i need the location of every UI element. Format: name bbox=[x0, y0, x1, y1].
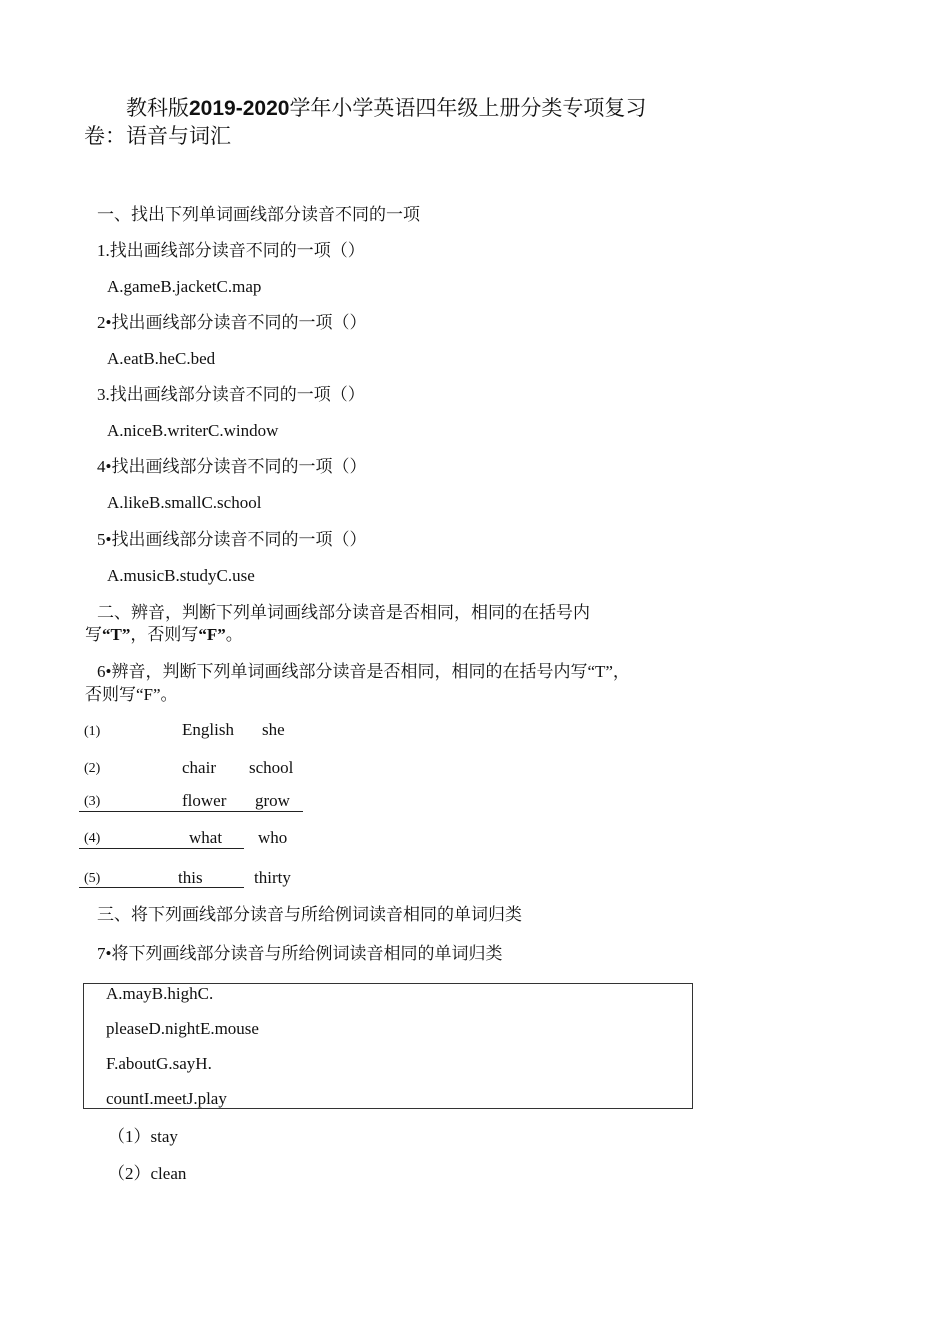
pair-number: (5) bbox=[84, 871, 101, 886]
pair-number: (3) bbox=[84, 794, 101, 809]
heading-true-mark: “T” bbox=[102, 625, 131, 644]
question-options: A.likeB.smallC.school bbox=[107, 493, 262, 512]
answer-underline bbox=[79, 848, 244, 849]
pair-word2: school bbox=[249, 758, 294, 777]
title-suffix: 学年小学英语四年级上册分类专项复习 bbox=[289, 96, 647, 120]
document-title-line2: 卷：语音与词汇 bbox=[84, 124, 231, 148]
heading-false-mark: “F” bbox=[198, 625, 226, 644]
pair-number: (2) bbox=[84, 761, 101, 776]
question-prompt: 4•找出画线部分读音不同的一项（） bbox=[97, 457, 367, 476]
word-bank-line: F.aboutG.sayH. bbox=[106, 1054, 212, 1073]
section2-heading-line2 bbox=[85, 624, 243, 646]
answer-underline bbox=[79, 811, 303, 812]
document-title-line1 bbox=[126, 95, 646, 122]
question-prompt: 1.找出画线部分读音不同的一项（） bbox=[97, 241, 365, 260]
pair-number: (1) bbox=[84, 724, 101, 739]
question6-line2: 否则写“F”。 bbox=[85, 685, 178, 704]
word-bank-line: countI.meetJ.play bbox=[106, 1089, 227, 1108]
word-bank-line: pleaseD.nightE.mouse bbox=[106, 1019, 259, 1038]
heading-text: 写 bbox=[85, 625, 102, 644]
question6-line1: 6•辨音，判断下列单词画线部分读音是否相同，相同的在括号内写“T”， bbox=[97, 662, 630, 681]
answer-underline bbox=[79, 887, 244, 888]
answer-category: （1）stay bbox=[108, 1127, 178, 1146]
pair-number: (4) bbox=[84, 831, 101, 846]
pair-word2: thirty bbox=[254, 868, 291, 887]
question-options: A.eatB.heC.bed bbox=[107, 349, 216, 368]
question-options: A.musicB.studyC.use bbox=[107, 566, 255, 585]
pair-word2: grow bbox=[255, 791, 290, 810]
title-prefix: 教科版 bbox=[126, 96, 189, 120]
answer-category: （2）clean bbox=[108, 1164, 187, 1183]
section1-heading: 一、找出下列单词画线部分读音不同的一项 bbox=[97, 205, 420, 224]
pair-word1: English bbox=[182, 720, 234, 739]
heading-text: 。 bbox=[225, 625, 243, 644]
question-prompt: 5•找出画线部分读音不同的一项（） bbox=[97, 530, 367, 549]
heading-text: ，否则写 bbox=[130, 625, 199, 644]
question-options: A.gameB.jacketC.map bbox=[107, 277, 262, 296]
pair-word2: she bbox=[262, 720, 285, 739]
section2-heading-line1: 二、辨音，判断下列单词画线部分读音是否相同，相同的在括号内 bbox=[97, 603, 590, 622]
pair-word2: who bbox=[258, 828, 288, 847]
word-bank-line: A.mayB.highC. bbox=[106, 984, 214, 1003]
pair-word1: flower bbox=[182, 791, 227, 810]
question-options: A.niceB.writerC.window bbox=[107, 421, 279, 440]
question7-prompt: 7•将下列画线部分读音与所给例词读音相同的单词归类 bbox=[97, 944, 503, 963]
title-years: 2019-2020 bbox=[189, 97, 290, 120]
pair-word1: chair bbox=[182, 758, 216, 777]
question-prompt: 2•找出画线部分读音不同的一项（） bbox=[97, 313, 367, 332]
pair-word1: this bbox=[178, 868, 203, 887]
question-prompt: 3.找出画线部分读音不同的一项（） bbox=[97, 385, 365, 404]
section3-heading: 三、将下列画线部分读音与所给例词读音相同的单词归类 bbox=[97, 905, 522, 924]
pair-word1: what bbox=[189, 828, 223, 847]
